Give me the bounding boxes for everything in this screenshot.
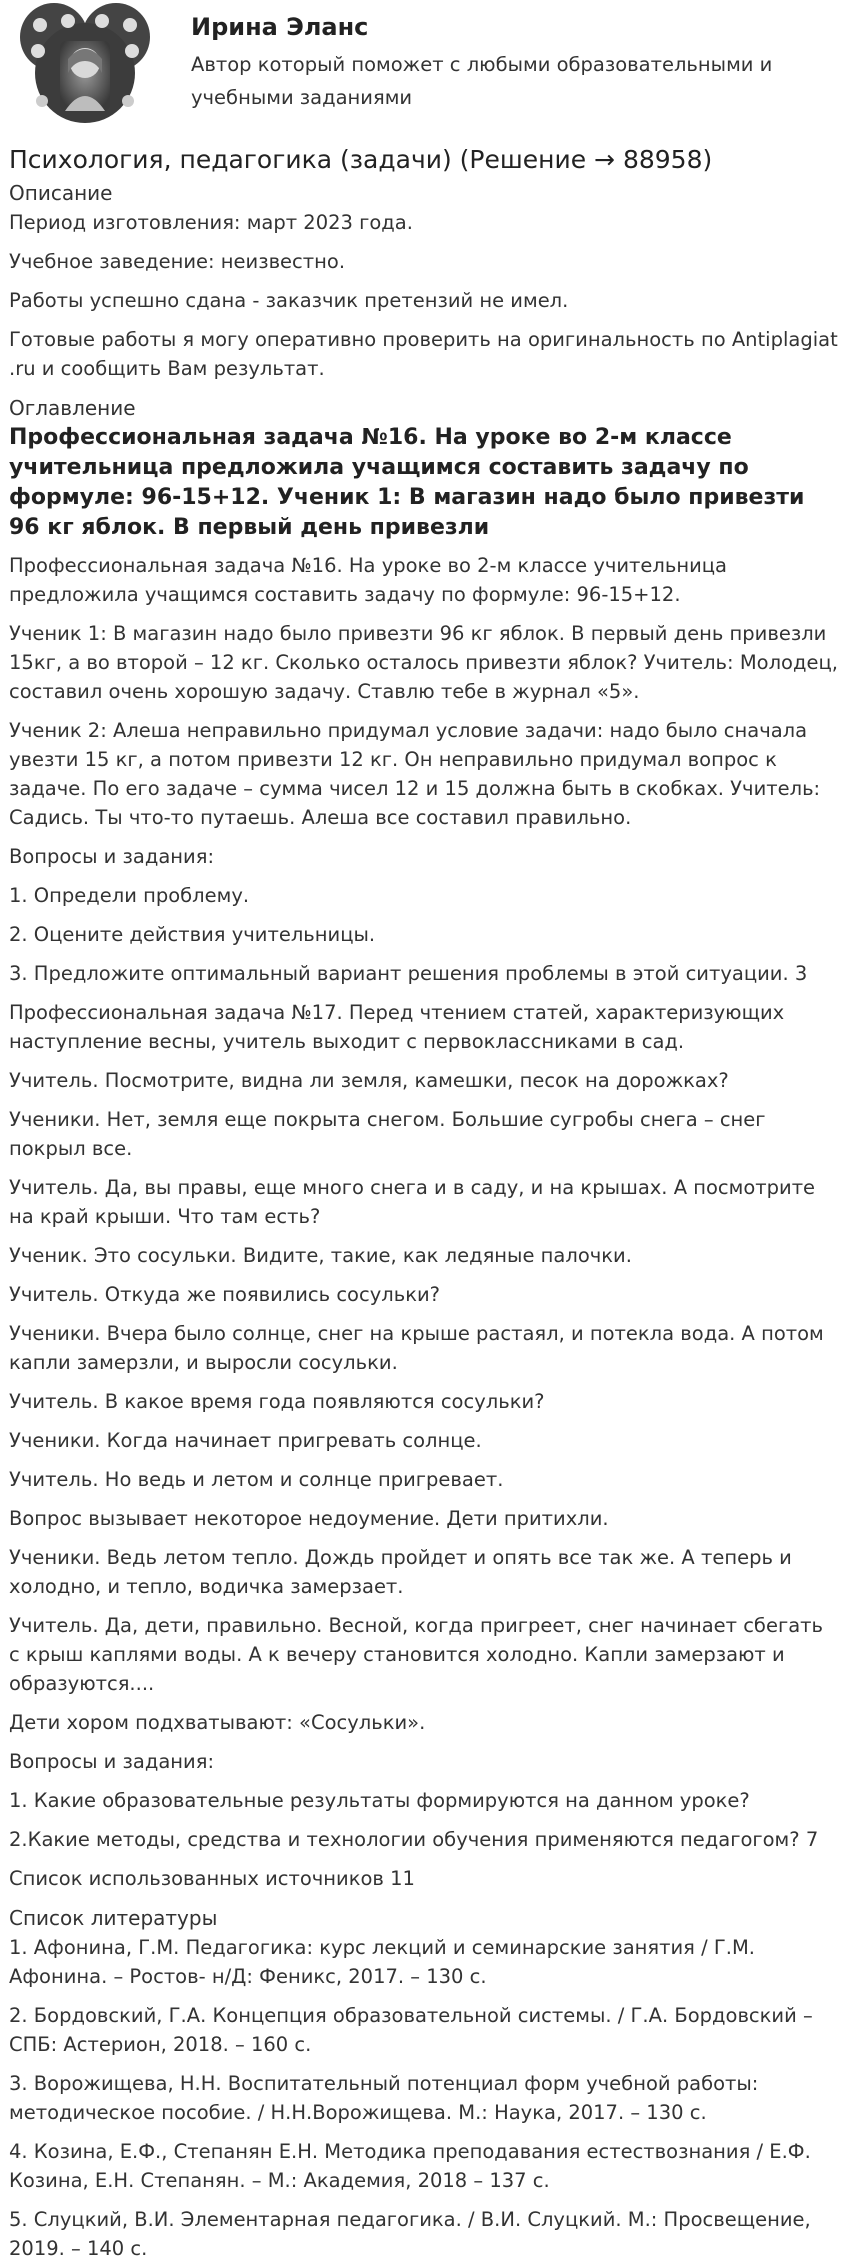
literature-item: 2. Бордовский, Г.А. Концепция образовательной системы. / Г.А. Бордовский – СПБ: Астерион, 2018. – 160 с. <box>9 2004 813 2056</box>
body-paragraph: Учитель. Да, вы правы, еще много снега и в саду, и на крышах. А посмотрите на край крыши. Что там есть? <box>9 1176 816 1228</box>
body-paragraph: 3. Предложите оптимальный вариант решения проблемы в этой ситуации. 3 <box>9 962 808 985</box>
literature-label: Список литературы <box>9 1906 218 1930</box>
literature-item: 3. Ворожищева, Н.Н. Воспитательный потенциал форм учебной работы: методическое пособие. / Н.Н.Ворожищева. М.: Наука, 2017. – 130 с. <box>9 2072 759 2124</box>
body-paragraph: Ученики. Вчера было солнце, снег на крыше растаял, и потекла вода. А потом капли замерзли, и выросли сосульки. <box>9 1322 824 1374</box>
body-paragraph: 2. Оцените действия учительницы. <box>9 923 376 946</box>
author-header <box>9 0 838 138</box>
body-paragraph: Вопросы и задания: <box>9 1750 215 1773</box>
author-info <box>191 10 791 114</box>
body-paragraph: 1. Какие образовательные результаты формируются на данном уроке? <box>9 1789 750 1812</box>
literature-list <box>9 1933 838 2263</box>
body-paragraph: Дети хором подхватывают: «Сосульки». <box>9 1711 426 1734</box>
body-paragraph: Вопросы и задания: <box>9 845 215 868</box>
body-paragraph: 1. Определи проблему. <box>9 884 250 907</box>
body-paragraph: Учитель. Откуда же появились сосульки? <box>9 1283 440 1306</box>
page-title: Психология, педагогика (задачи) (Решение → 88958) <box>9 145 713 174</box>
body-paragraph: Учитель. Посмотрите, видна ли земля, камешки, песок на дорожках? <box>9 1069 729 1092</box>
literature-item: 4. Козина, Е.Ф., Степанян Е.Н. Методика преподавания естествознания / Е.Ф. Козина, Е.Н. Степанян. – М.: Академия, 2018 – 137 с. <box>9 2140 811 2192</box>
description-paragraph: Работы успешно сдана - заказчик претензий не имел. <box>9 289 569 312</box>
body-paragraph: Список использованных источников 11 <box>9 1867 415 1890</box>
avatar-film-reel-icon <box>10 1 160 131</box>
body-paragraph: Вопрос вызывает некоторое недоумение. Дети притихли. <box>9 1507 609 1530</box>
body-paragraph: Ученики. Ведь летом тепло. Дождь пройдет и опять все так же. А теперь и холодно, и тепло, водичка замерзает. <box>9 1546 792 1598</box>
literature-item: 5. Слуцкий, В.И. Элементарная педагогика. / В.И. Слуцкий. М.: Просвещение, 2019. – 140 с. <box>9 2208 811 2260</box>
avatar <box>10 1 160 131</box>
toc-label: Оглавление <box>9 396 136 420</box>
literature-item: 1. Афонина, Г.М. Педагогика: курс лекций и семинарские занятия / Г.М. Афонина. – Ростов- н/Д: Феникс, 2017. – 130 с. <box>9 1936 755 1988</box>
body-section <box>9 551 838 1893</box>
body-paragraph: Учитель. Да, дети, правильно. Весной, когда пригреет, снег начинает сбегать с крыш каплями воды. А к вечеру становится холодно. Капли замерзают и образуются.... <box>9 1614 824 1695</box>
author-description: Автор который поможет с любыми образовательными и учебными заданиями <box>191 53 773 109</box>
body-paragraph: Ученик 2: Алеша неправильно придумал условие задачи: надо было сначала увезти 15 кг, а потом привезти 12 кг. Он неправильно придумал вопрос к задаче. По его задаче – сумма чисел 12 и 15 должна быть в скобках. Учитель: Садись. Ты что-то путаешь. Алеша все составил правильно. <box>9 719 821 829</box>
body-paragraph: 2.Какие методы, средства и технологии обучения применяются педагогом? 7 <box>9 1828 819 1851</box>
description-paragraph: Учебное заведение: неизвестно. <box>9 250 346 273</box>
description-paragraph: Готовые работы я могу оперативно проверить на оригинальность по Antiplagiat .ru и сообщить Вам результат. <box>9 328 838 380</box>
description-paragraph: Период изготовления: март 2023 года. <box>9 211 413 234</box>
body-paragraph: Профессиональная задача №16. На уроке во 2-м классе учительница предложила учащимся составить задачу по формуле: 96-15+12. <box>9 554 728 606</box>
body-paragraph: Ученик 1: В магазин надо было привезти 96 кг яблок. В первый день привезли 15кг, а во второй – 12 кг. Сколько осталось привезти яблок? Учитель: Молодец, составил очень хорошую задачу. Ставлю тебе в журнал «5». <box>9 622 838 703</box>
author-name[interactable]: Ирина Эланс <box>191 13 369 41</box>
body-paragraph: Ученики. Нет, земля еще покрыта снегом. Большие сугробы снега – снег покрыл все. <box>9 1108 766 1160</box>
body-paragraph: Ученик. Это сосульки. Видите, такие, как ледяные палочки. <box>9 1244 632 1267</box>
body-paragraph: Учитель. В какое время года появляются сосульки? <box>9 1390 545 1413</box>
body-paragraph: Учитель. Но ведь и летом и солнце пригревает. <box>9 1468 504 1491</box>
description-label: Описание <box>9 181 113 205</box>
description-section <box>9 208 838 383</box>
toc-heading: Профессиональная задача №16. На уроке во 2-м классе учительница предложила учащимся составить задачу по формуле: 96-15+12. Ученик 1: В магазин надо было привезти 96 кг яблок. В первый день привезли <box>9 425 805 540</box>
body-paragraph: Профессиональная задача №17. Перед чтением статей, характеризующих наступление весны, учитель выходит с первоклассниками в сад. <box>9 1001 785 1053</box>
body-paragraph: Ученики. Когда начинает пригревать солнце. <box>9 1429 482 1452</box>
